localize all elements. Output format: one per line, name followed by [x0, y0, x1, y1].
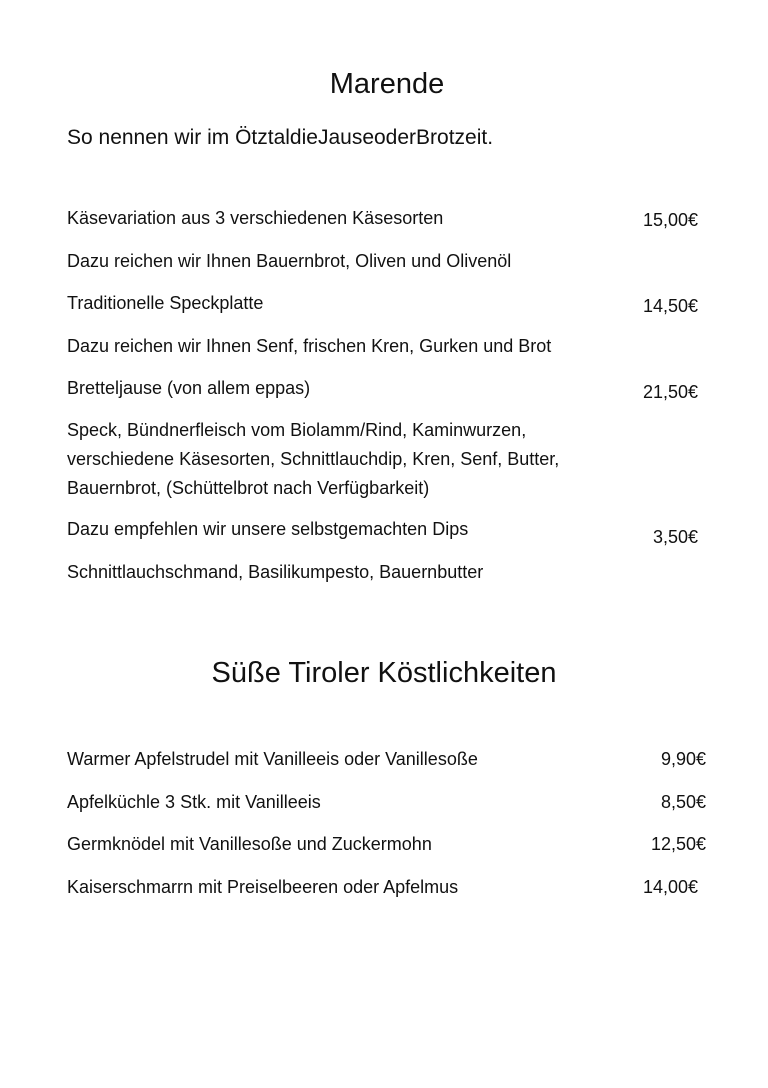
- menu-item-name: Bretteljause (von allem eppas): [67, 378, 311, 398]
- menu-item-price: 15,00€: [642, 210, 698, 230]
- menu-item-description: Speck, Bündnerfleisch vom Biolamm/Rind, Kaminwurzen,: [67, 420, 527, 440]
- menu-item-price: 14,00€: [642, 877, 698, 897]
- menu-item-name: Germknödel mit Vanillesoße und Zuckermohn: [67, 834, 432, 854]
- menu-item-description: verschiedene Käsesorten, Schnittlauchdip, Kren, Senf, Butter,: [67, 449, 560, 469]
- menu-item-price: 12,50€: [650, 834, 706, 854]
- menu-item-name: Apfelküchle 3 Stk. mit Vanilleeis: [67, 792, 321, 812]
- menu-item-price: 8,50€: [660, 792, 706, 812]
- menu-item-name: Dazu empfehlen wir unsere selbstgemachten Dips: [67, 519, 469, 539]
- menu-item-description: Schnittlauchschmand, Basilikumpesto, Bauernbutter: [67, 562, 484, 582]
- menu-item-price: 9,90€: [660, 749, 706, 769]
- menu-item-name: Traditionelle Speckplatte: [67, 293, 264, 313]
- menu-item-name: Käsevariation aus 3 verschiedenen Käsesorten: [67, 208, 444, 228]
- menu-item-description: Dazu reichen wir Ihnen Bauernbrot, Oliven und Olivenöl: [67, 251, 512, 271]
- section-title-suesse: Süße Tiroler Köstlichkeiten: [211, 657, 557, 689]
- menu-item-price: 21,50€: [642, 382, 698, 402]
- menu-item-name: Warmer Apfelstrudel mit Vanilleeis oder Vanillesoße: [67, 749, 478, 769]
- section-intro: So nennen wir im ÖtztaldieJauseoderBrotzeit.: [67, 126, 494, 149]
- menu-item-description: Bauernbrot, (Schüttelbrot nach Verfügbarkeit): [67, 478, 430, 498]
- menu-item-price: 3,50€: [652, 527, 698, 547]
- menu-item-price: 14,50€: [642, 296, 698, 316]
- section-title-marende: Marende: [329, 68, 445, 100]
- menu-item-description: Dazu reichen wir Ihnen Senf, frischen Kren, Gurken und Brot: [67, 336, 552, 356]
- menu-item-name: Kaiserschmarrn mit Preiselbeeren oder Apfelmus: [67, 877, 459, 897]
